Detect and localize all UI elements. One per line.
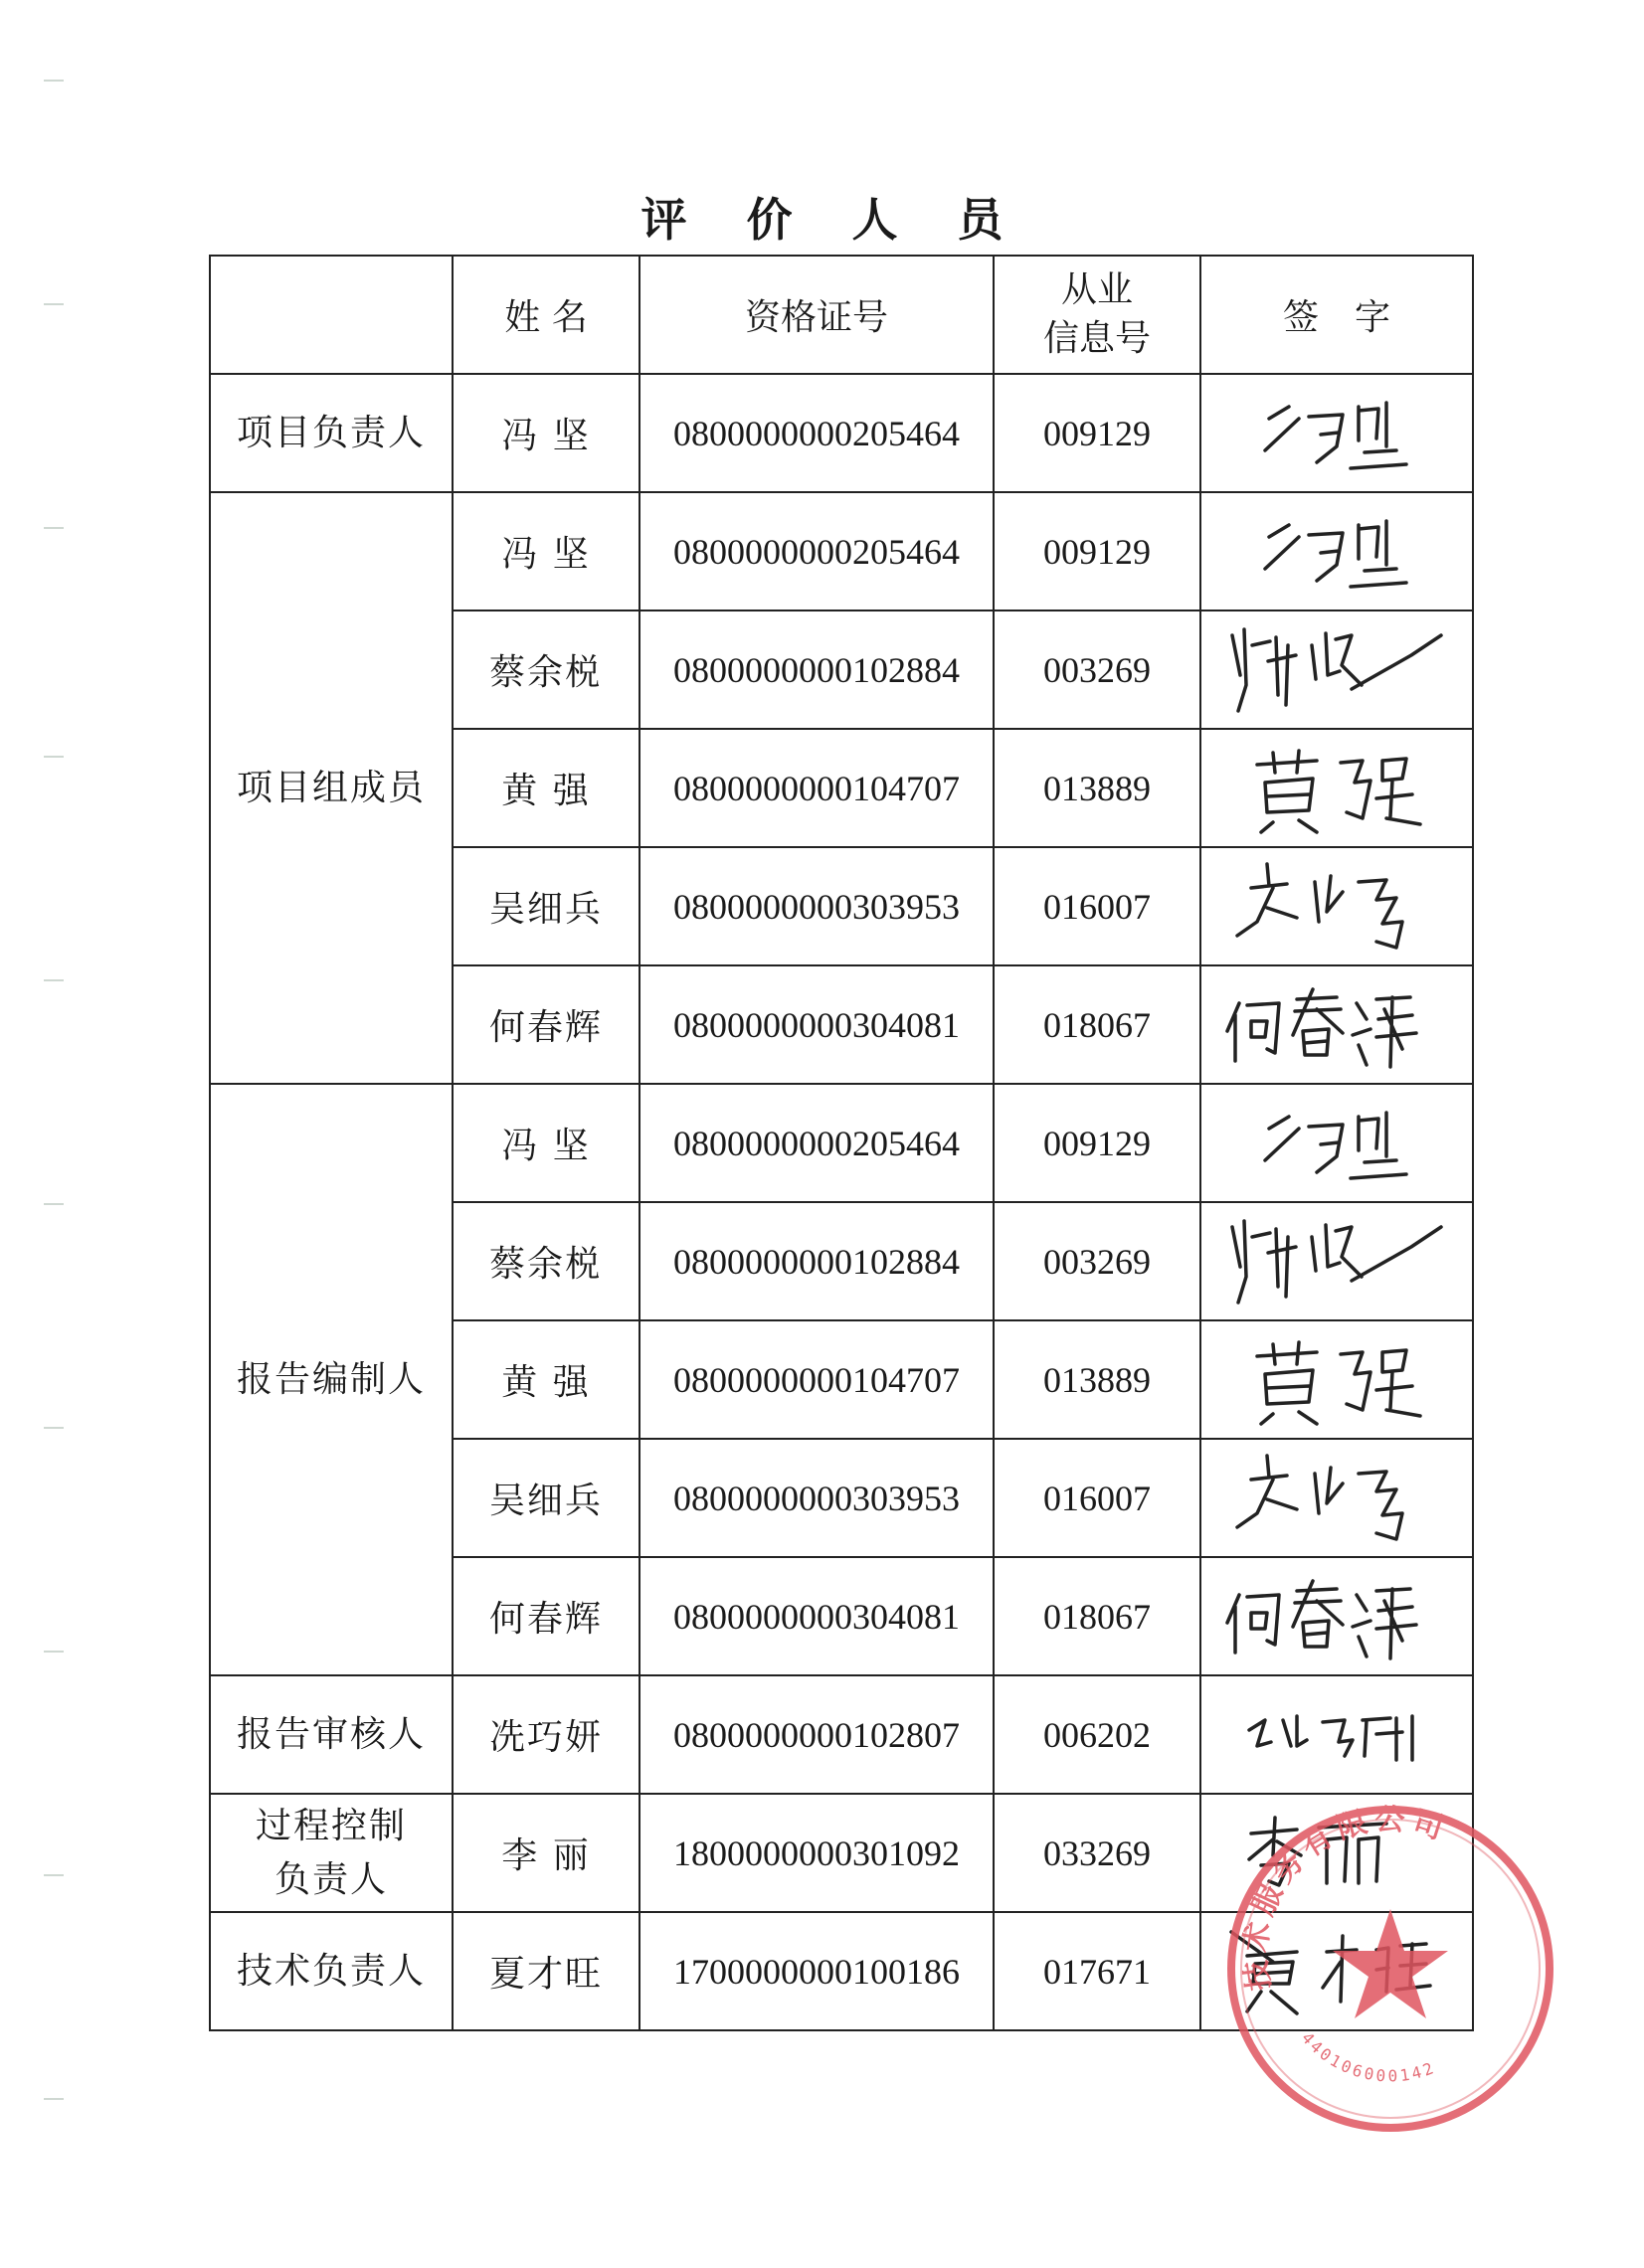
staff-name: 蔡余棁 (453, 1202, 639, 1320)
staff-name: 吴细兵 (453, 1439, 639, 1557)
cert-number: 1800000000301092 (639, 1794, 994, 1912)
svg-text:440106000142 (1298, 2028, 1439, 2085)
cert-number: 0800000000104707 (639, 1320, 994, 1439)
role-process-line2: 负责人 (274, 1858, 388, 1900)
header-name: 姓 名 (453, 256, 639, 374)
signature-cell (1200, 1557, 1473, 1675)
staff-name: 黄 强 (453, 1320, 639, 1439)
cert-number: 0800000000205464 (639, 1084, 994, 1202)
info-number: 006202 (994, 1675, 1200, 1794)
cert-number: 0800000000102884 (639, 1202, 994, 1320)
signature-cell (1200, 1320, 1473, 1439)
info-number: 003269 (994, 1202, 1200, 1320)
staff-name: 冯 坚 (453, 492, 639, 611)
signature-cai-yu-yue (1212, 615, 1461, 725)
header-info-line2: 信息号 (1042, 317, 1151, 359)
signature-cell (1200, 1675, 1473, 1794)
info-number: 017671 (994, 1912, 1200, 2030)
role-reviewer: 报告审核人 (210, 1675, 453, 1794)
staff-name: 吴细兵 (453, 847, 639, 965)
cert-number: 0800000000104707 (639, 729, 994, 847)
signature-he-chun-hui (1217, 975, 1456, 1075)
evaluation-staff-table (209, 255, 1474, 2031)
info-number: 009129 (994, 1084, 1200, 1202)
role-tech: 技术负责人 (210, 1912, 453, 2030)
margin-tick (44, 2098, 64, 2100)
staff-name: 冯 坚 (453, 374, 639, 492)
staff-name: 冼巧妍 (453, 1675, 639, 1794)
info-number: 009129 (994, 492, 1200, 611)
info-number: 033269 (994, 1794, 1200, 1912)
table-row (210, 1675, 1473, 1794)
signature-feng-jian (1247, 1099, 1426, 1188)
signature-wu-xi-bing (1227, 1444, 1446, 1553)
info-number: 018067 (994, 1557, 1200, 1675)
signature-cell (1200, 965, 1473, 1084)
staff-name: 李 丽 (453, 1794, 639, 1912)
signature-cell (1200, 1202, 1473, 1320)
info-number: 009129 (994, 374, 1200, 492)
signature-huang-qiang (1237, 1330, 1436, 1430)
staff-name: 蔡余棁 (453, 611, 639, 729)
signature-wu-xi-bing (1227, 852, 1446, 961)
margin-tick (44, 303, 64, 305)
cert-number: 0800000000102884 (639, 611, 994, 729)
header-row (210, 256, 1473, 374)
margin-tick (44, 1874, 64, 1876)
margin-tick (44, 527, 64, 529)
cert-number: 0800000000102807 (639, 1675, 994, 1794)
info-number: 013889 (994, 729, 1200, 847)
role-process-line1: 过程控制 (255, 1805, 407, 1846)
signature-xian-qiao-yan (1227, 1690, 1446, 1780)
signature-he-chun-hui (1217, 1567, 1456, 1666)
table-row (210, 492, 1473, 611)
signature-cell (1200, 1439, 1473, 1557)
staff-name: 何春辉 (453, 1557, 639, 1675)
role-process (210, 1794, 453, 1912)
signature-feng-jian (1247, 389, 1426, 478)
cert-number: 0800000000303953 (639, 847, 994, 965)
seal-text: 技术服务有限公司 (1237, 1802, 1454, 1994)
margin-tick (44, 1427, 64, 1429)
margin-tick (44, 1203, 64, 1205)
header-info (994, 256, 1200, 374)
cert-number: 1700000000100186 (639, 1912, 994, 2030)
staff-name: 夏才旺 (453, 1912, 639, 2030)
cert-number: 0800000000304081 (639, 1557, 994, 1675)
signature-feng-jian (1247, 507, 1426, 597)
info-number: 003269 (994, 611, 1200, 729)
role-leader: 项目负责人 (210, 374, 453, 492)
margin-tick (44, 80, 64, 82)
seal-number: 440106000142 (1297, 2028, 1439, 2086)
signature-cell (1200, 1084, 1473, 1202)
info-number: 013889 (994, 1320, 1200, 1439)
header-info-line1: 从业 (1060, 268, 1133, 310)
signature-cell (1200, 729, 1473, 847)
margin-tick (44, 979, 64, 981)
table-row (210, 1084, 1473, 1202)
header-role (210, 256, 453, 374)
header-cert: 资格证号 (639, 256, 994, 374)
role-members: 项目组成员 (210, 492, 453, 1084)
cert-number: 0800000000303953 (639, 1439, 994, 1557)
signature-cai-yu-yue (1212, 1207, 1461, 1316)
company-seal-stamp (1211, 1790, 1569, 2148)
margin-tick (44, 1651, 64, 1653)
table-row (210, 374, 1473, 492)
info-number: 016007 (994, 1439, 1200, 1557)
page-title: 评 价 人 员 (640, 193, 1025, 247)
info-number: 016007 (994, 847, 1200, 965)
cert-number: 0800000000205464 (639, 374, 994, 492)
staff-name: 何春辉 (453, 965, 639, 1084)
info-number: 018067 (994, 965, 1200, 1084)
signature-huang-qiang (1237, 739, 1436, 838)
staff-name: 黄 强 (453, 729, 639, 847)
margin-tick (44, 756, 64, 758)
cert-number: 0800000000304081 (639, 965, 994, 1084)
cert-number: 0800000000205464 (639, 492, 994, 611)
signature-cell (1200, 847, 1473, 965)
signature-cell (1200, 374, 1473, 492)
role-writers: 报告编制人 (210, 1084, 453, 1675)
staff-name: 冯 坚 (453, 1084, 639, 1202)
header-sign: 签 字 (1200, 256, 1473, 374)
signature-cell (1200, 492, 1473, 611)
signature-cell (1200, 611, 1473, 729)
